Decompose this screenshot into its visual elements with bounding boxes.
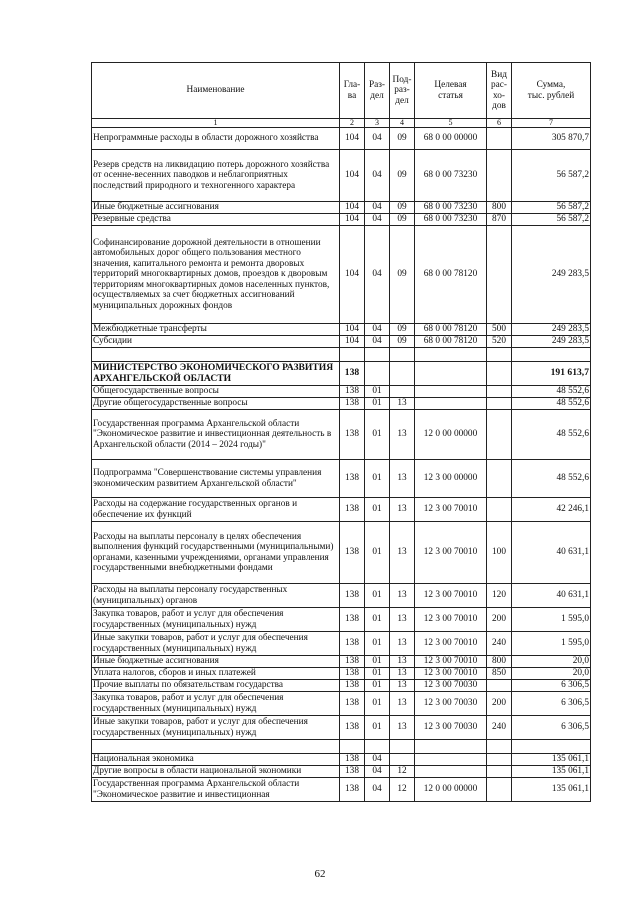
row-subsection: 13 bbox=[390, 410, 415, 460]
table-row bbox=[92, 150, 591, 202]
row-section: 01 bbox=[365, 460, 390, 498]
row-chapter: 104 bbox=[340, 324, 365, 336]
row-chapter: 104 bbox=[340, 128, 365, 150]
row-subsection: 13 bbox=[390, 498, 415, 522]
row-chapter: 138 bbox=[340, 668, 365, 680]
row-section: 01 bbox=[365, 608, 390, 632]
row-sum: 48 552,6 bbox=[512, 460, 591, 498]
row-name: Другие общегосударственные вопросы bbox=[92, 398, 340, 410]
row-expense-type bbox=[487, 460, 512, 498]
row-section: 01 bbox=[365, 632, 390, 656]
header-chapter: Гла- ва bbox=[340, 63, 365, 119]
table-row bbox=[92, 584, 591, 608]
row-sum: 249 283,5 bbox=[512, 336, 591, 348]
row-target-article bbox=[415, 398, 487, 410]
row-target-article bbox=[415, 386, 487, 398]
column-index-row bbox=[92, 119, 591, 128]
row-target-article: 12 3 00 70010 bbox=[415, 608, 487, 632]
row-subsection: 13 bbox=[390, 668, 415, 680]
table-row bbox=[92, 398, 591, 410]
table-row bbox=[92, 410, 591, 460]
row-subsection: 09 bbox=[390, 324, 415, 336]
row-section: 01 bbox=[365, 716, 390, 740]
row-section: 04 bbox=[365, 324, 390, 336]
row-target-article: 12 3 00 70030 bbox=[415, 692, 487, 716]
row-subsection: 09 bbox=[390, 214, 415, 226]
column-index: 5 bbox=[415, 119, 487, 128]
row-sum: 249 283,5 bbox=[512, 324, 591, 336]
row-expense-type: 800 bbox=[487, 202, 512, 214]
row-target-article: 68 0 00 78120 bbox=[415, 324, 487, 336]
row-name: Расходы на содержание государственных органов и обеспечение их функций bbox=[92, 498, 340, 522]
row-name: Субсидии bbox=[92, 336, 340, 348]
row-section: 04 bbox=[365, 226, 390, 324]
table-row bbox=[92, 766, 591, 778]
row-subsection: 09 bbox=[390, 336, 415, 348]
row-expense-type bbox=[487, 398, 512, 410]
table-body bbox=[92, 128, 591, 802]
row-subsection: 13 bbox=[390, 656, 415, 668]
column-index: 1 bbox=[92, 119, 340, 128]
row-section bbox=[365, 348, 390, 362]
blank-row bbox=[92, 348, 591, 362]
table-row bbox=[92, 778, 591, 802]
row-name: Софинансирование дорожной деятельности в отношении автомобильных дорог общего пользования местного значения, капитального ремонта и ремонта дворовых территорий многоквартирных домов, проездов к дворовым территориям многоквартирных домов населенных пунктов, осуществляемых за счет бюджетных ассигнований муниципальных дорожных фондов bbox=[92, 226, 340, 324]
row-name: Иные бюджетные ассигнования bbox=[92, 202, 340, 214]
row-target-article: 12 3 00 70010 bbox=[415, 656, 487, 668]
row-section: 01 bbox=[365, 498, 390, 522]
row-chapter: 138 bbox=[340, 460, 365, 498]
row-section: 01 bbox=[365, 680, 390, 692]
row-expense-type: 500 bbox=[487, 324, 512, 336]
row-section: 01 bbox=[365, 410, 390, 460]
row-expense-type bbox=[487, 778, 512, 802]
row-chapter: 104 bbox=[340, 202, 365, 214]
table-row bbox=[92, 680, 591, 692]
row-name: Непрограммные расходы в области дорожного хозяйства bbox=[92, 128, 340, 150]
row-section: 01 bbox=[365, 386, 390, 398]
row-chapter: 104 bbox=[340, 226, 365, 324]
row-chapter bbox=[340, 740, 365, 754]
header-expense-type: Вид рас- хо- дов bbox=[487, 63, 512, 119]
row-chapter: 138 bbox=[340, 716, 365, 740]
table-row bbox=[92, 386, 591, 398]
row-expense-type: 850 bbox=[487, 668, 512, 680]
row-sum: 40 631,1 bbox=[512, 522, 591, 584]
row-chapter: 138 bbox=[340, 362, 365, 386]
row-chapter: 138 bbox=[340, 584, 365, 608]
header-section: Раз- дел bbox=[365, 63, 390, 119]
row-name: Подпрограмма "Совершенствование системы управления экономическим развитием Архангельской области" bbox=[92, 460, 340, 498]
row-sum: 20,0 bbox=[512, 668, 591, 680]
row-target-article: 68 0 00 00000 bbox=[415, 128, 487, 150]
row-chapter: 138 bbox=[340, 608, 365, 632]
table-row bbox=[92, 460, 591, 498]
row-subsection: 09 bbox=[390, 202, 415, 214]
budget-table bbox=[91, 62, 591, 802]
row-section: 04 bbox=[365, 754, 390, 766]
row-subsection: 13 bbox=[390, 460, 415, 498]
row-chapter: 138 bbox=[340, 410, 365, 460]
header-row bbox=[92, 63, 591, 119]
row-section: 01 bbox=[365, 692, 390, 716]
row-sum: 1 595,0 bbox=[512, 608, 591, 632]
row-name: Межбюджетные трансферты bbox=[92, 324, 340, 336]
row-subsection: 13 bbox=[390, 584, 415, 608]
row-expense-type bbox=[487, 740, 512, 754]
row-sum: 48 552,6 bbox=[512, 398, 591, 410]
row-section: 04 bbox=[365, 202, 390, 214]
table-row bbox=[92, 632, 591, 656]
row-section bbox=[365, 740, 390, 754]
row-subsection: 13 bbox=[390, 608, 415, 632]
row-section: 01 bbox=[365, 656, 390, 668]
row-target-article: 68 0 00 73230 bbox=[415, 214, 487, 226]
row-sum: 56 587,2 bbox=[512, 150, 591, 202]
table-row bbox=[92, 336, 591, 348]
table-row bbox=[92, 656, 591, 668]
row-section: 04 bbox=[365, 778, 390, 802]
row-target-article: 12 0 00 00000 bbox=[415, 410, 487, 460]
row-expense-type: 240 bbox=[487, 716, 512, 740]
row-sum: 191 613,7 bbox=[512, 362, 591, 386]
row-chapter: 138 bbox=[340, 498, 365, 522]
row-expense-type: 800 bbox=[487, 656, 512, 668]
row-name: МИНИСТЕРСТВО ЭКОНОМИЧЕСКОГО РАЗВИТИЯ АРХАНГЕЛЬСКОЙ ОБЛАСТИ bbox=[92, 362, 340, 386]
table-row bbox=[92, 608, 591, 632]
row-subsection: 13 bbox=[390, 680, 415, 692]
table-row bbox=[92, 128, 591, 150]
row-chapter: 138 bbox=[340, 632, 365, 656]
row-expense-type: 120 bbox=[487, 584, 512, 608]
row-sum: 305 870,7 bbox=[512, 128, 591, 150]
row-section: 04 bbox=[365, 128, 390, 150]
row-section: 01 bbox=[365, 584, 390, 608]
row-name: Общегосударственные вопросы bbox=[92, 386, 340, 398]
table-row bbox=[92, 498, 591, 522]
row-subsection: 12 bbox=[390, 778, 415, 802]
row-target-article: 68 0 00 73230 bbox=[415, 150, 487, 202]
row-expense-type bbox=[487, 150, 512, 202]
row-name: Расходы на выплаты персоналу государственных (муниципальных) органов bbox=[92, 584, 340, 608]
row-name: Иные закупки товаров, работ и услуг для обеспечения государственных (муниципальных) нужд bbox=[92, 716, 340, 740]
row-chapter: 138 bbox=[340, 778, 365, 802]
row-sum: 42 246,1 bbox=[512, 498, 591, 522]
row-sum: 135 061,1 bbox=[512, 778, 591, 802]
row-sum: 56 587,2 bbox=[512, 214, 591, 226]
row-target-article: 68 0 00 73230 bbox=[415, 202, 487, 214]
row-target-article bbox=[415, 348, 487, 362]
row-sum: 1 595,0 bbox=[512, 632, 591, 656]
row-subsection bbox=[390, 740, 415, 754]
row-chapter: 138 bbox=[340, 754, 365, 766]
row-expense-type: 200 bbox=[487, 692, 512, 716]
header-subsection: Под- раз- дел bbox=[390, 63, 415, 119]
table-row bbox=[92, 324, 591, 336]
row-sum: 48 552,6 bbox=[512, 386, 591, 398]
column-index: 3 bbox=[365, 119, 390, 128]
row-target-article bbox=[415, 766, 487, 778]
row-section: 04 bbox=[365, 150, 390, 202]
row-chapter: 104 bbox=[340, 214, 365, 226]
table-row bbox=[92, 362, 591, 386]
row-expense-type: 200 bbox=[487, 608, 512, 632]
row-name: Национальная экономика bbox=[92, 754, 340, 766]
row-name: Уплата налогов, сборов и иных платежей bbox=[92, 668, 340, 680]
row-name: Другие вопросы в области национальной экономики bbox=[92, 766, 340, 778]
row-subsection bbox=[390, 754, 415, 766]
row-section: 01 bbox=[365, 398, 390, 410]
row-chapter: 104 bbox=[340, 336, 365, 348]
row-sum bbox=[512, 348, 591, 362]
row-name: Иные закупки товаров, работ и услуг для обеспечения государственных (муниципальных) нужд bbox=[92, 632, 340, 656]
row-target-article: 12 3 00 70010 bbox=[415, 498, 487, 522]
row-subsection bbox=[390, 386, 415, 398]
row-subsection bbox=[390, 348, 415, 362]
row-sum: 6 306,5 bbox=[512, 716, 591, 740]
column-index: 6 bbox=[487, 119, 512, 128]
row-subsection: 09 bbox=[390, 128, 415, 150]
row-chapter: 138 bbox=[340, 692, 365, 716]
row-name: Резервные средства bbox=[92, 214, 340, 226]
row-subsection: 13 bbox=[390, 522, 415, 584]
blank-row bbox=[92, 740, 591, 754]
row-section: 01 bbox=[365, 522, 390, 584]
table-row bbox=[92, 692, 591, 716]
row-chapter: 138 bbox=[340, 766, 365, 778]
row-chapter: 138 bbox=[340, 656, 365, 668]
row-expense-type bbox=[487, 226, 512, 324]
row-chapter bbox=[340, 348, 365, 362]
row-expense-type bbox=[487, 410, 512, 460]
table-row bbox=[92, 668, 591, 680]
row-target-article bbox=[415, 740, 487, 754]
header-sum: Сумма, тыс. рублей bbox=[512, 63, 591, 119]
row-sum: 6 306,5 bbox=[512, 692, 591, 716]
row-sum bbox=[512, 740, 591, 754]
table-row bbox=[92, 716, 591, 740]
row-name bbox=[92, 740, 340, 754]
row-subsection: 12 bbox=[390, 766, 415, 778]
column-index: 2 bbox=[340, 119, 365, 128]
row-sum: 249 283,5 bbox=[512, 226, 591, 324]
table-row bbox=[92, 226, 591, 324]
row-name: Государственная программа Архангельской области "Экономическое развитие и инвестиционная деятельность в Архангельской области (2014 – 2024 годы)" bbox=[92, 410, 340, 460]
row-expense-type bbox=[487, 766, 512, 778]
table-row bbox=[92, 754, 591, 766]
row-sum: 20,0 bbox=[512, 656, 591, 668]
row-expense-type: 240 bbox=[487, 632, 512, 656]
row-name: Государственная программа Архангельской области "Экономическое развитие и инвестиционная bbox=[92, 778, 340, 802]
row-expense-type bbox=[487, 362, 512, 386]
row-expense-type: 100 bbox=[487, 522, 512, 584]
row-chapter: 104 bbox=[340, 150, 365, 202]
row-expense-type bbox=[487, 680, 512, 692]
row-target-article: 12 3 00 70010 bbox=[415, 632, 487, 656]
header-target: Целевая статья bbox=[415, 63, 487, 119]
row-name: Закупка товаров, работ и услуг для обеспечения государственных (муниципальных) нужд bbox=[92, 608, 340, 632]
row-expense-type bbox=[487, 754, 512, 766]
table-row bbox=[92, 214, 591, 226]
row-expense-type bbox=[487, 498, 512, 522]
row-target-article: 12 3 00 00000 bbox=[415, 460, 487, 498]
row-expense-type bbox=[487, 128, 512, 150]
row-name: Резерв средств на ликвидацию потерь дорожного хозяйства от осенне-весенних паводков и неблагоприятных последствий природного и техногенного характера bbox=[92, 150, 340, 202]
row-sum: 56 587,2 bbox=[512, 202, 591, 214]
row-subsection: 13 bbox=[390, 716, 415, 740]
header-name: Наименование bbox=[92, 63, 340, 119]
row-section: 04 bbox=[365, 214, 390, 226]
row-sum: 6 306,5 bbox=[512, 680, 591, 692]
row-expense-type: 870 bbox=[487, 214, 512, 226]
row-sum: 40 631,1 bbox=[512, 584, 591, 608]
row-name: Расходы на выплаты персоналу в целях обеспечения выполнения функций государственными (муниципальными) органами, казенными учреждениями, органами управления государственными внебюджетными фондами bbox=[92, 522, 340, 584]
row-subsection: 13 bbox=[390, 692, 415, 716]
row-expense-type bbox=[487, 386, 512, 398]
row-chapter: 138 bbox=[340, 386, 365, 398]
row-subsection: 13 bbox=[390, 398, 415, 410]
row-target-article: 12 0 00 00000 bbox=[415, 778, 487, 802]
row-target-article: 12 3 00 70010 bbox=[415, 668, 487, 680]
row-chapter: 138 bbox=[340, 398, 365, 410]
row-chapter: 138 bbox=[340, 680, 365, 692]
page-number: 62 bbox=[314, 868, 326, 880]
row-target-article: 12 3 00 70010 bbox=[415, 522, 487, 584]
row-expense-type bbox=[487, 348, 512, 362]
row-sum: 48 552,6 bbox=[512, 410, 591, 460]
row-target-article: 12 3 00 70030 bbox=[415, 680, 487, 692]
row-subsection: 09 bbox=[390, 226, 415, 324]
row-name: Прочие выплаты по обязательствам государства bbox=[92, 680, 340, 692]
row-target-article: 12 3 00 70030 bbox=[415, 716, 487, 740]
row-section: 04 bbox=[365, 766, 390, 778]
row-expense-type: 520 bbox=[487, 336, 512, 348]
row-chapter: 138 bbox=[340, 522, 365, 584]
row-target-article bbox=[415, 754, 487, 766]
row-target-article: 12 3 00 70010 bbox=[415, 584, 487, 608]
row-subsection: 09 bbox=[390, 150, 415, 202]
row-name: Иные бюджетные ассигнования bbox=[92, 656, 340, 668]
table-row bbox=[92, 522, 591, 584]
column-index: 7 bbox=[512, 119, 591, 128]
table-row bbox=[92, 202, 591, 214]
row-section: 01 bbox=[365, 668, 390, 680]
row-target-article: 68 0 00 78120 bbox=[415, 336, 487, 348]
row-subsection: 13 bbox=[390, 632, 415, 656]
column-index: 4 bbox=[390, 119, 415, 128]
row-section: 04 bbox=[365, 336, 390, 348]
row-name bbox=[92, 348, 340, 362]
row-target-article: 68 0 00 78120 bbox=[415, 226, 487, 324]
row-section bbox=[365, 362, 390, 386]
row-subsection bbox=[390, 362, 415, 386]
row-sum: 135 061,1 bbox=[512, 766, 591, 778]
row-name: Закупка товаров, работ и услуг для обеспечения государственных (муниципальных) нужд bbox=[92, 692, 340, 716]
row-target-article bbox=[415, 362, 487, 386]
row-sum: 135 061,1 bbox=[512, 754, 591, 766]
